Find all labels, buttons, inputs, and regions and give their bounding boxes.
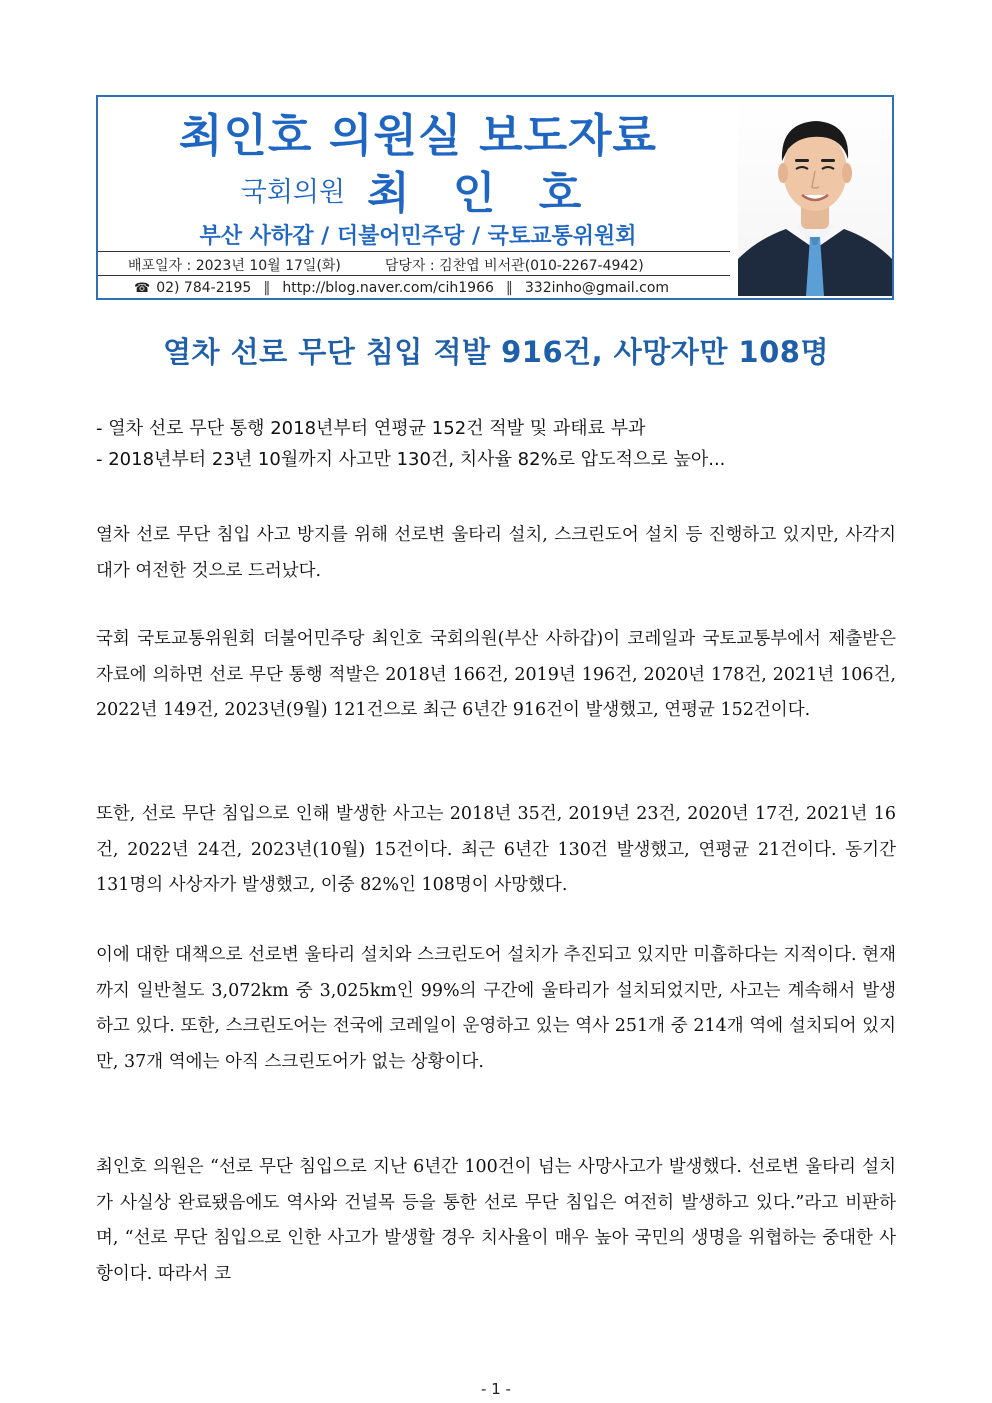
lawmaker-portrait xyxy=(738,99,892,296)
separator: ‖ xyxy=(263,280,271,296)
header-divider xyxy=(98,251,730,252)
contact-person: 담당자 : 김찬엽 비서관(010-2267-4942) xyxy=(384,258,644,274)
summary-bullet: - 2018년부터 23년 10월까지 사고만 130건, 치사율 82%로 압도적으로 높아... xyxy=(96,449,726,470)
portrait-image xyxy=(738,99,892,296)
lawmaker-name: 최 인 호 xyxy=(367,168,596,219)
headline: 열차 선로 무단 침입 적발 916건, 사망자만 108명 xyxy=(163,335,829,369)
email-link[interactable]: 332inho@gmail.com xyxy=(524,280,670,296)
body-paragraph: 이에 대한 대책으로 선로변 울타리 설치와 스크린도어 설치가 추진되고 있지만 미흡하다는 지적이다. 현재까지 일반철도 3,072km 중 3,025km인 99%의 구간에 울타리가 설치되었지만, 사고는 계속해서 발생하고 있다. 또한, 스크린도어는 전국에 코레일이 운영하고 있는 역사 251개 중 214개 역에 설치되어 있지만, 37개 역에는 아직 스크린도어가 없는 상황이다. xyxy=(96,945,896,1072)
header-divider xyxy=(98,275,730,276)
release-date: 배포일자 : 2023년 10월 17일(화) xyxy=(128,258,341,274)
affiliation: 부산 사하갑 / 더불어민주당 / 국토교통위원회 xyxy=(199,224,637,249)
separator: ‖ xyxy=(505,280,513,296)
body-paragraph: 열차 선로 무단 침입 사고 방지를 위해 선로변 울타리 설치, 스크린도어 설치 등 진행하고 있지만, 사각지대가 여전한 것으로 드러났다. xyxy=(96,525,896,581)
body-paragraph: 최인호 의원은 “선로 무단 침입으로 지난 6년간 100건이 넘는 사망사고가 발생했다. 선로변 울타리 설치가 사실상 완료됐음에도 역사와 건널목 등을 통한 선로 무단 침입은 여전히 발생하고 있다.”라고 비판하며, “선로 무단 침입으로 인한 사고가 발생할 경우 치사율이 매우 높아 국민의 생명을 위협하는 중대한 사항이다. 따라서 코 xyxy=(96,1157,896,1284)
release-info xyxy=(128,255,644,275)
page-number: - 1 - xyxy=(481,1380,511,1398)
blog-link[interactable]: http://blog.naver.com/cih1966 xyxy=(282,280,494,296)
phone-icon: ☎ xyxy=(134,281,151,296)
body-paragraph: 또한, 선로 무단 침입으로 인해 발생한 사고는 2018년 35건, 2019년 23건, 2020년 17건, 2021년 16건, 2022년 24건, 2023년(10월) 15건이다. 최근 6년간 130건 발생했고, 연평균 21건이다. 동기간 131명의 사상자가 발생했고, 이중 82%인 108명이 사망했다. xyxy=(96,804,896,895)
phone-number: 02) 784-2195 xyxy=(156,280,252,296)
header-title: 최인호 의원실 보도자료 xyxy=(178,109,658,162)
lawmaker-title: 국회의원 xyxy=(240,176,346,208)
press-release-header xyxy=(96,95,894,300)
lawmaker-name-row xyxy=(98,157,738,221)
body-paragraph: 국회 국토교통위원회 더불어민주당 최인호 국회의원(부산 사하갑)이 코레일과 국토교통부에서 제출받은 자료에 의하면 선로 무단 통행 적발은 2018년 166건, 2019년 196건, 2020년 178건, 2021년 106건, 2022년 149건, 2023년(9월) 121건으로 최근 6년간 916건이 발생했고, 연평균 152건이다. xyxy=(96,629,896,720)
contact-info xyxy=(134,280,669,296)
summary-bullet: - 열차 선로 무단 통행 2018년부터 연평균 152건 적발 및 과태료 부과 xyxy=(96,418,646,439)
summary-bullets xyxy=(96,413,896,475)
